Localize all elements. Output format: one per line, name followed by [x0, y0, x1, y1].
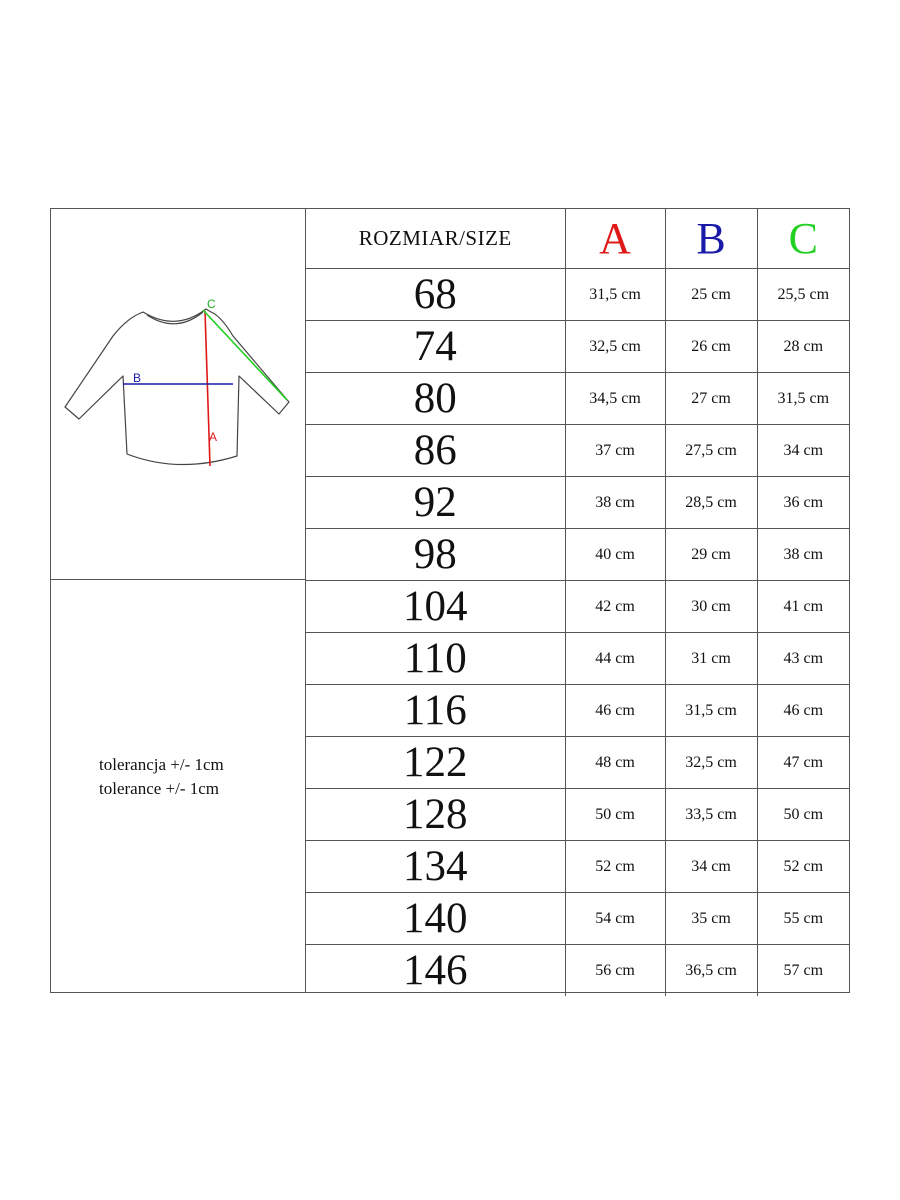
- table-row: [306, 945, 849, 997]
- size-cell: 134: [306, 841, 565, 893]
- size-cell: 122: [306, 737, 565, 789]
- table-row: [306, 425, 849, 477]
- label-b: B: [133, 371, 142, 385]
- measure-c-cell: 46 cm: [757, 685, 849, 737]
- garment-sketch-icon: [61, 294, 296, 474]
- size-cell: 104: [306, 581, 565, 633]
- table-row: [306, 789, 849, 841]
- measure-c-cell: 28 cm: [757, 321, 849, 373]
- size-cell: 68: [306, 269, 565, 321]
- table-row: [306, 477, 849, 529]
- measure-c-cell: 38 cm: [757, 529, 849, 581]
- label-c: C: [207, 297, 216, 311]
- size-header: ROZMIAR/SIZE: [306, 209, 565, 269]
- measure-b-cell: 31,5 cm: [665, 685, 757, 737]
- table-row: [306, 529, 849, 581]
- table-row: [306, 737, 849, 789]
- column-b-header: B: [665, 209, 757, 269]
- size-table: [306, 209, 849, 996]
- measure-b-cell: 31 cm: [665, 633, 757, 685]
- measure-a-cell: 56 cm: [565, 945, 665, 997]
- measure-b-cell: 36,5 cm: [665, 945, 757, 997]
- measure-c-cell: 55 cm: [757, 893, 849, 945]
- column-a-header: A: [565, 209, 665, 269]
- tolerance-cell: [51, 580, 306, 992]
- measure-a-cell: 42 cm: [565, 581, 665, 633]
- table-row: [306, 685, 849, 737]
- measure-a-cell: 48 cm: [565, 737, 665, 789]
- measure-a-cell: 31,5 cm: [565, 269, 665, 321]
- table-row: [306, 893, 849, 945]
- size-cell: 128: [306, 789, 565, 841]
- tolerance-line-pl: tolerancja +/- 1cm: [99, 755, 224, 774]
- table-row: [306, 581, 849, 633]
- size-cell: 146: [403, 947, 468, 994]
- measure-b-cell: 27,5 cm: [665, 425, 757, 477]
- measure-a-cell: 37 cm: [565, 425, 665, 477]
- size-chart: [50, 208, 850, 993]
- size-cell: 86: [306, 425, 565, 477]
- measure-a-cell: 34,5 cm: [565, 373, 665, 425]
- measure-c-cell: 34 cm: [757, 425, 849, 477]
- size-cell: 74: [306, 321, 565, 373]
- measure-b-cell: 30 cm: [665, 581, 757, 633]
- size-cell: 98: [306, 529, 565, 581]
- measure-c-cell: 52 cm: [757, 841, 849, 893]
- measure-c-cell: 25,5 cm: [757, 269, 849, 321]
- size-cell: 80: [306, 373, 565, 425]
- measure-b-cell: 32,5 cm: [665, 737, 757, 789]
- measure-a-cell: 40 cm: [565, 529, 665, 581]
- measure-a-cell: 46 cm: [565, 685, 665, 737]
- measure-a-cell: 50 cm: [565, 789, 665, 841]
- size-cell: 92: [306, 477, 565, 529]
- header-row: [306, 209, 849, 269]
- column-c-header: C: [757, 209, 849, 269]
- table-row: [306, 633, 849, 685]
- measure-a-cell: 44 cm: [565, 633, 665, 685]
- size-cell: 140: [306, 893, 565, 945]
- measure-c-cell: 50 cm: [757, 789, 849, 841]
- diagram-cell: [51, 209, 306, 580]
- measure-a-cell: 32,5 cm: [565, 321, 665, 373]
- measure-b-cell: 25 cm: [665, 269, 757, 321]
- measure-b-cell: 33,5 cm: [665, 789, 757, 841]
- measure-c-cell: 36 cm: [757, 477, 849, 529]
- measure-b-cell: 34 cm: [665, 841, 757, 893]
- measure-b-cell: 27 cm: [665, 373, 757, 425]
- table-row: [306, 841, 849, 893]
- measure-b-cell: 28,5 cm: [665, 477, 757, 529]
- measure-c-cell: 31,5 cm: [757, 373, 849, 425]
- measure-a-cell: 54 cm: [565, 893, 665, 945]
- measure-b-cell: 26 cm: [665, 321, 757, 373]
- tolerance-line-en: tolerance +/- 1cm: [99, 779, 220, 798]
- label-a: A: [209, 430, 218, 444]
- size-cell: 116: [306, 685, 565, 737]
- table-row: [306, 269, 849, 321]
- measure-c-cell: 43 cm: [757, 633, 849, 685]
- measure-c-cell: 57 cm: [757, 945, 849, 997]
- measure-b-cell: 35 cm: [665, 893, 757, 945]
- size-cell: 110: [306, 633, 565, 685]
- measure-a-cell: 38 cm: [565, 477, 665, 529]
- measure-c-cell: 41 cm: [757, 581, 849, 633]
- tolerance-note: [99, 753, 224, 801]
- table-row: [306, 373, 849, 425]
- measure-b-cell: 29 cm: [665, 529, 757, 581]
- measure-a-cell: 52 cm: [565, 841, 665, 893]
- measure-c-cell: 47 cm: [757, 737, 849, 789]
- table-row: [306, 321, 849, 373]
